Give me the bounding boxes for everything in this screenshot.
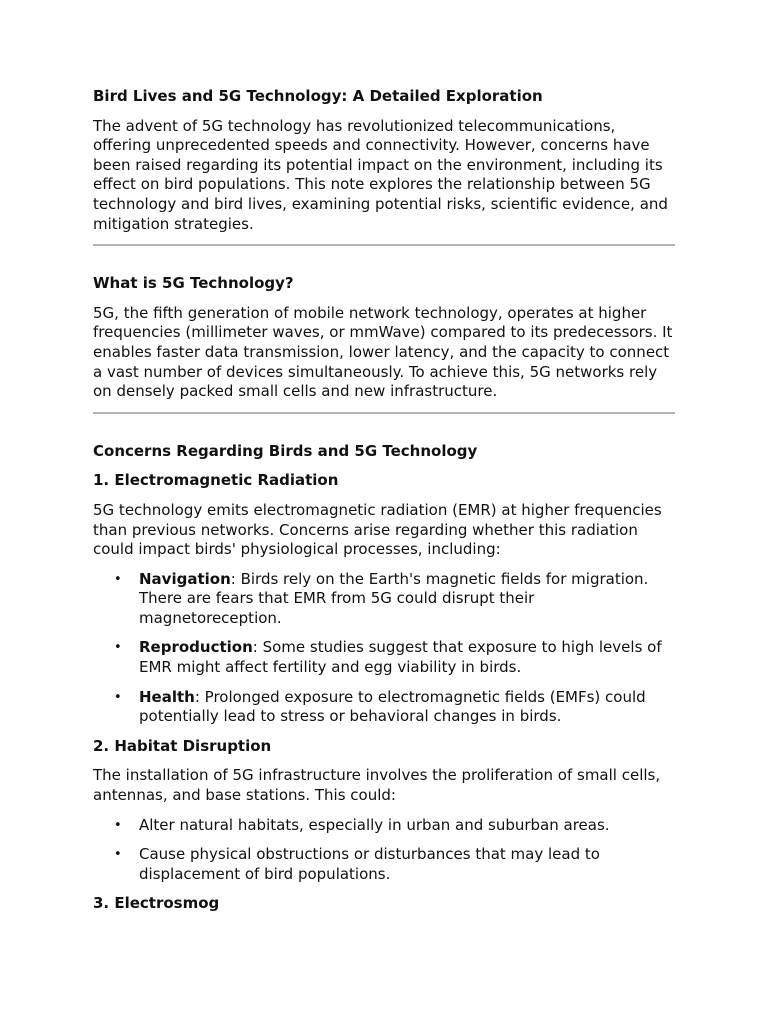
bullet-icon: • <box>114 571 122 587</box>
electrosmog-heading: 3. Electrosmog <box>93 894 220 913</box>
document-title: Bird Lives and 5G Technology: A Detailed Exploration <box>93 87 543 105</box>
bullet-term: Navigation <box>139 569 231 588</box>
bullet-term: Health <box>139 687 195 706</box>
bullet-icon: • <box>114 640 122 656</box>
list-item <box>93 816 675 836</box>
list-item <box>93 638 675 677</box>
document-content <box>93 87 675 924</box>
habitat-heading: 2. Habitat Disruption <box>93 736 272 755</box>
concerns-heading: Concerns Regarding Birds and 5G Technology <box>93 441 478 460</box>
habitat-bullet-list <box>93 816 675 885</box>
bullet-text: Cause physical obstructions or disturbances that may lead to displacement of bird populations. <box>139 845 600 883</box>
intro-paragraph: The advent of 5G technology has revolutionized telecommunications, offering unprecedented speeds and connectivity. However, concerns have been raised regarding its potential impact on the environment, including its effect on bird populations. This note explores the relationship between 5G technology and bird lives, examining potential risks, scientific evidence, and mitigation strategies. <box>93 116 668 233</box>
bullet-icon: • <box>114 689 122 705</box>
list-item <box>93 570 675 629</box>
section-divider <box>93 412 675 414</box>
bullet-icon: • <box>114 847 122 863</box>
bullet-text: : Prolonged exposure to electromagnetic fields (EMFs) could potentially lead to stress or behavioral changes in birds. <box>139 687 646 726</box>
bullet-text: : Some studies suggest that exposure to high levels of EMR might affect fertility and egg viability in birds. <box>139 638 662 677</box>
list-item <box>93 845 675 884</box>
bullet-text: Alter natural habitats, especially in urban and suburban areas. <box>139 815 610 834</box>
emr-paragraph: 5G technology emits electromagnetic radiation (EMR) at higher frequencies than previous networks. Concerns arise regarding whether this radiation could impact birds' physiological processes, including: <box>93 500 662 559</box>
emr-bullet-list <box>93 570 675 727</box>
bullet-term: Reproduction <box>139 638 253 657</box>
section-divider <box>93 244 675 246</box>
habitat-paragraph: The installation of 5G infrastructure involves the proliferation of small cells, antennas, and base stations. This could: <box>93 766 661 805</box>
what-is-5g-paragraph: 5G, the fifth generation of mobile network technology, operates at higher frequencies (millimeter waves, or mmWave) compared to its predecessors. It enables faster data transmission, lower latency, and the capacity to connect a vast number of devices simultaneously. To achieve this, 5G networks rely on densely packed small cells and new infrastructure. <box>93 303 673 401</box>
emr-heading: 1. Electromagnetic Radiation <box>93 471 339 490</box>
list-item <box>93 688 675 727</box>
bullet-text: : Birds rely on the Earth's magnetic fields for migration. There are fears that EMR from 5G could disrupt their magnetoreception. <box>139 569 649 627</box>
what-is-5g-heading: What is 5G Technology? <box>93 274 294 293</box>
bullet-icon: • <box>114 817 122 833</box>
